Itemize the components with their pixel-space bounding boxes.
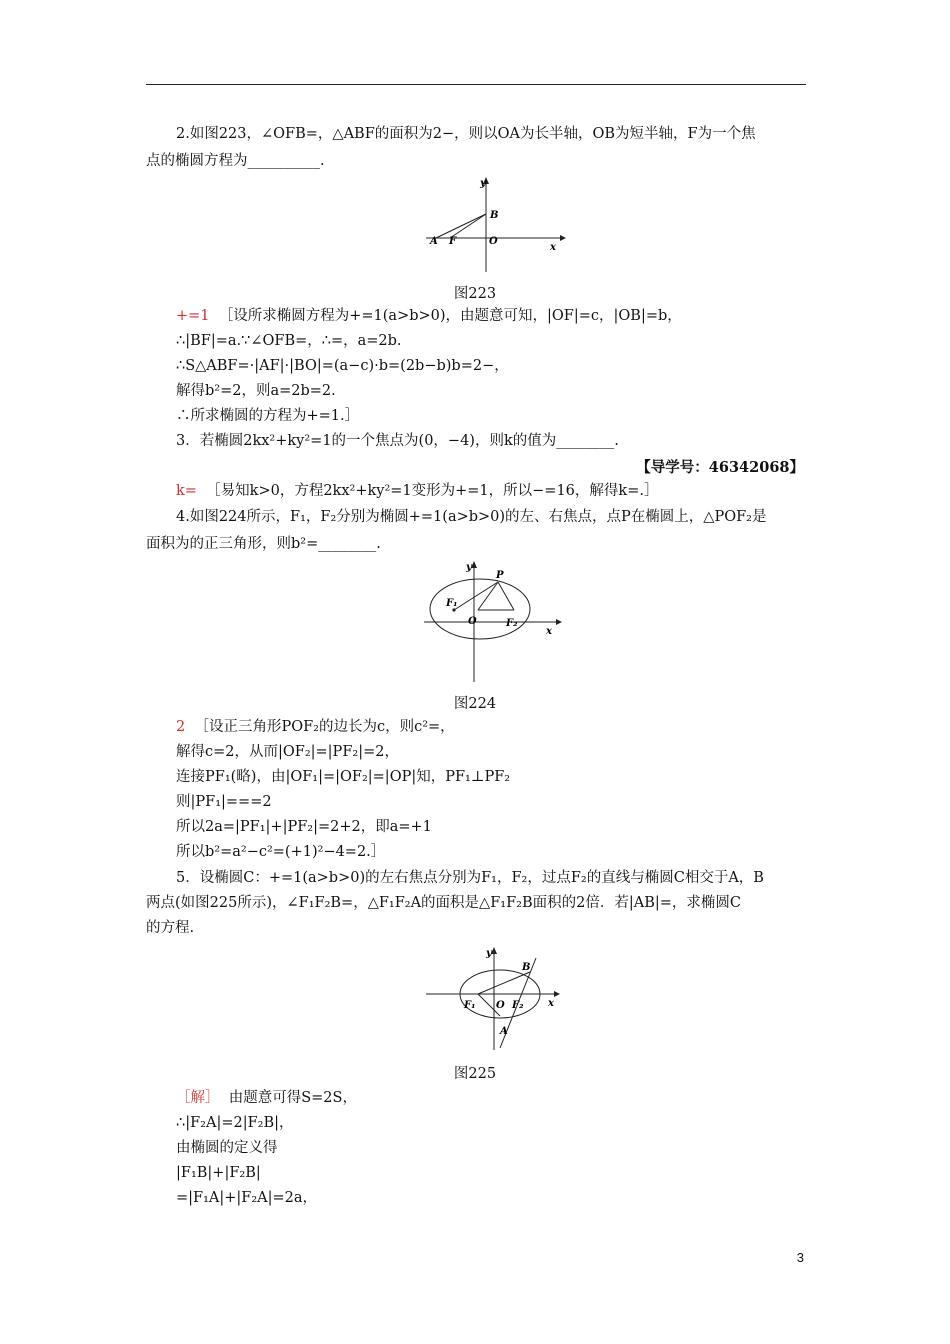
problem2-answer-line3: ∴S△ABF=·|AF|·|BO|=(a−c)·b=(2b−b)b=2−， bbox=[176, 358, 509, 374]
fig225-label-O: O bbox=[496, 1000, 505, 1011]
problem5-solution-line2: ∴|F₂A|=2|F₂B|， bbox=[176, 1115, 294, 1131]
problem4-answer-line4: 则|PF₁|===2 bbox=[176, 794, 272, 810]
problem4-line1: 4.如图224所示，F₁，F₂分别为椭圆+=1(a>b>0)的左、右焦点，点P在椭圆上，△POF₂是 bbox=[176, 509, 767, 525]
figure-223-caption: 图223 bbox=[453, 286, 497, 302]
figure-223 bbox=[420, 172, 570, 274]
figure-225 bbox=[420, 944, 570, 1056]
problem2-answer-line4: 解得b²=2，则a=2b=2. bbox=[176, 383, 336, 399]
problem2-answer-line1 bbox=[176, 306, 682, 326]
fig224-label-O: O bbox=[468, 616, 477, 627]
problem5-line3: 的方程. bbox=[146, 920, 195, 936]
problem2-answer-line5: ∴所求椭圆的方程为+=1.］ bbox=[176, 408, 360, 424]
problem3-guide-number: 【导学号：46342068】 bbox=[636, 459, 804, 476]
fig225-label-A: A bbox=[500, 1026, 508, 1037]
problem2-answer-line2: ∴|BF|=a.∵∠OFB=，∴=，a=2b. bbox=[176, 333, 402, 349]
problem3-answer-prefix: k= bbox=[176, 483, 197, 499]
problem5-solution-line4: |F₁B|+|F₂B| bbox=[176, 1165, 261, 1181]
problem4-answer-line2: 解得c=2，从而|OF₂|=|PF₂|=2， bbox=[176, 744, 399, 760]
problem2-answer-text1: ［设所求椭圆方程为+=1(a>b>0)，由题意可知，|OF|=c，|OB|=b， bbox=[218, 308, 682, 324]
fig225-label-x: x bbox=[548, 998, 554, 1009]
fig223-label-F: F bbox=[449, 236, 457, 247]
fig223-label-x: x bbox=[550, 242, 556, 253]
problem2-line2: 点的椭圆方程为__________. bbox=[146, 153, 325, 169]
problem2-answer-prefix: +=1 bbox=[176, 308, 210, 324]
fig223-label-O: O bbox=[489, 236, 498, 247]
fig225-label-y: y bbox=[486, 948, 492, 959]
fig223-label-y: y bbox=[480, 178, 486, 189]
problem5-solution-line5: =|F₁A|+|F₂A|=2a， bbox=[176, 1190, 318, 1206]
problem5-line1: 5．设椭圆C：+=1(a>b>0)的左右焦点分别为F₁，F₂，过点F₂的直线与椭圆C相交于A，B bbox=[176, 870, 764, 886]
fig223-label-B: B bbox=[490, 210, 499, 221]
figure-224 bbox=[418, 556, 568, 686]
fig225-label-F2: F₂ bbox=[512, 1000, 524, 1011]
problem3-answer-text1: ［易知k>0，方程2kx²+ky²=1变形为+=1，所以−=16，解得k=.］ bbox=[206, 483, 659, 499]
fig225-label-B: B bbox=[522, 962, 531, 973]
fig224-label-F2: F₂ bbox=[506, 618, 518, 629]
figure-225-caption: 图225 bbox=[453, 1066, 497, 1082]
fig224-label-F1: F₁ bbox=[446, 598, 458, 609]
problem3-answer-line1 bbox=[176, 481, 658, 501]
header-rule bbox=[146, 84, 806, 85]
problem5-solution-line3: 由椭圆的定义得 bbox=[176, 1140, 278, 1156]
problem4-line2: 面积为的正三角形，则b²=________. bbox=[146, 536, 381, 552]
problem5-solution-text1: 由题意可得S=2S， bbox=[228, 1090, 357, 1106]
problem5-line2: 两点(如图225所示)，∠F₁F₂B=，△F₁F₂A的面积是△F₁F₂B面积的2倍．若|AB|=，求椭圆C bbox=[146, 895, 741, 911]
problem4-answer-line3: 连接PF₁(略)，由|OF₁|=|OF₂|=|OP|知，PF₁⊥PF₂ bbox=[176, 769, 511, 785]
problem5-solution-prefix: ［解］ bbox=[176, 1090, 220, 1106]
fig225-label-F1: F₁ bbox=[464, 1000, 476, 1011]
page-number: 3 bbox=[796, 1250, 804, 1265]
problem5-solution-line1 bbox=[176, 1088, 357, 1108]
figure-224-caption: 图224 bbox=[453, 696, 497, 712]
fig224-label-y: y bbox=[466, 562, 472, 573]
problem4-answer-line5: 所以2a=|PF₁|+|PF₂|=2+2，即a=+1 bbox=[176, 819, 432, 835]
problem4-answer-prefix: 2 bbox=[176, 719, 186, 735]
problem4-answer-line1 bbox=[176, 717, 455, 737]
problem2-line1: 2.如图223，∠OFB=，△ABF的面积为2−，则以OA为长半轴，OB为短半轴，F为一个焦 bbox=[176, 126, 756, 142]
fig223-label-A: A bbox=[430, 236, 438, 247]
problem4-answer-line6: 所以b²=a²−c²=(+1)²−4=2.］ bbox=[176, 844, 386, 860]
problem3-line1: 3．若椭圆2kx²+ky²=1的一个焦点为(0，−4)，则k的值为________. bbox=[176, 433, 619, 449]
fig224-label-x: x bbox=[546, 626, 552, 637]
fig224-label-P: P bbox=[496, 570, 504, 581]
problem4-answer-text1: ［设正三角形POF₂的边长为c，则c²=， bbox=[194, 719, 455, 735]
